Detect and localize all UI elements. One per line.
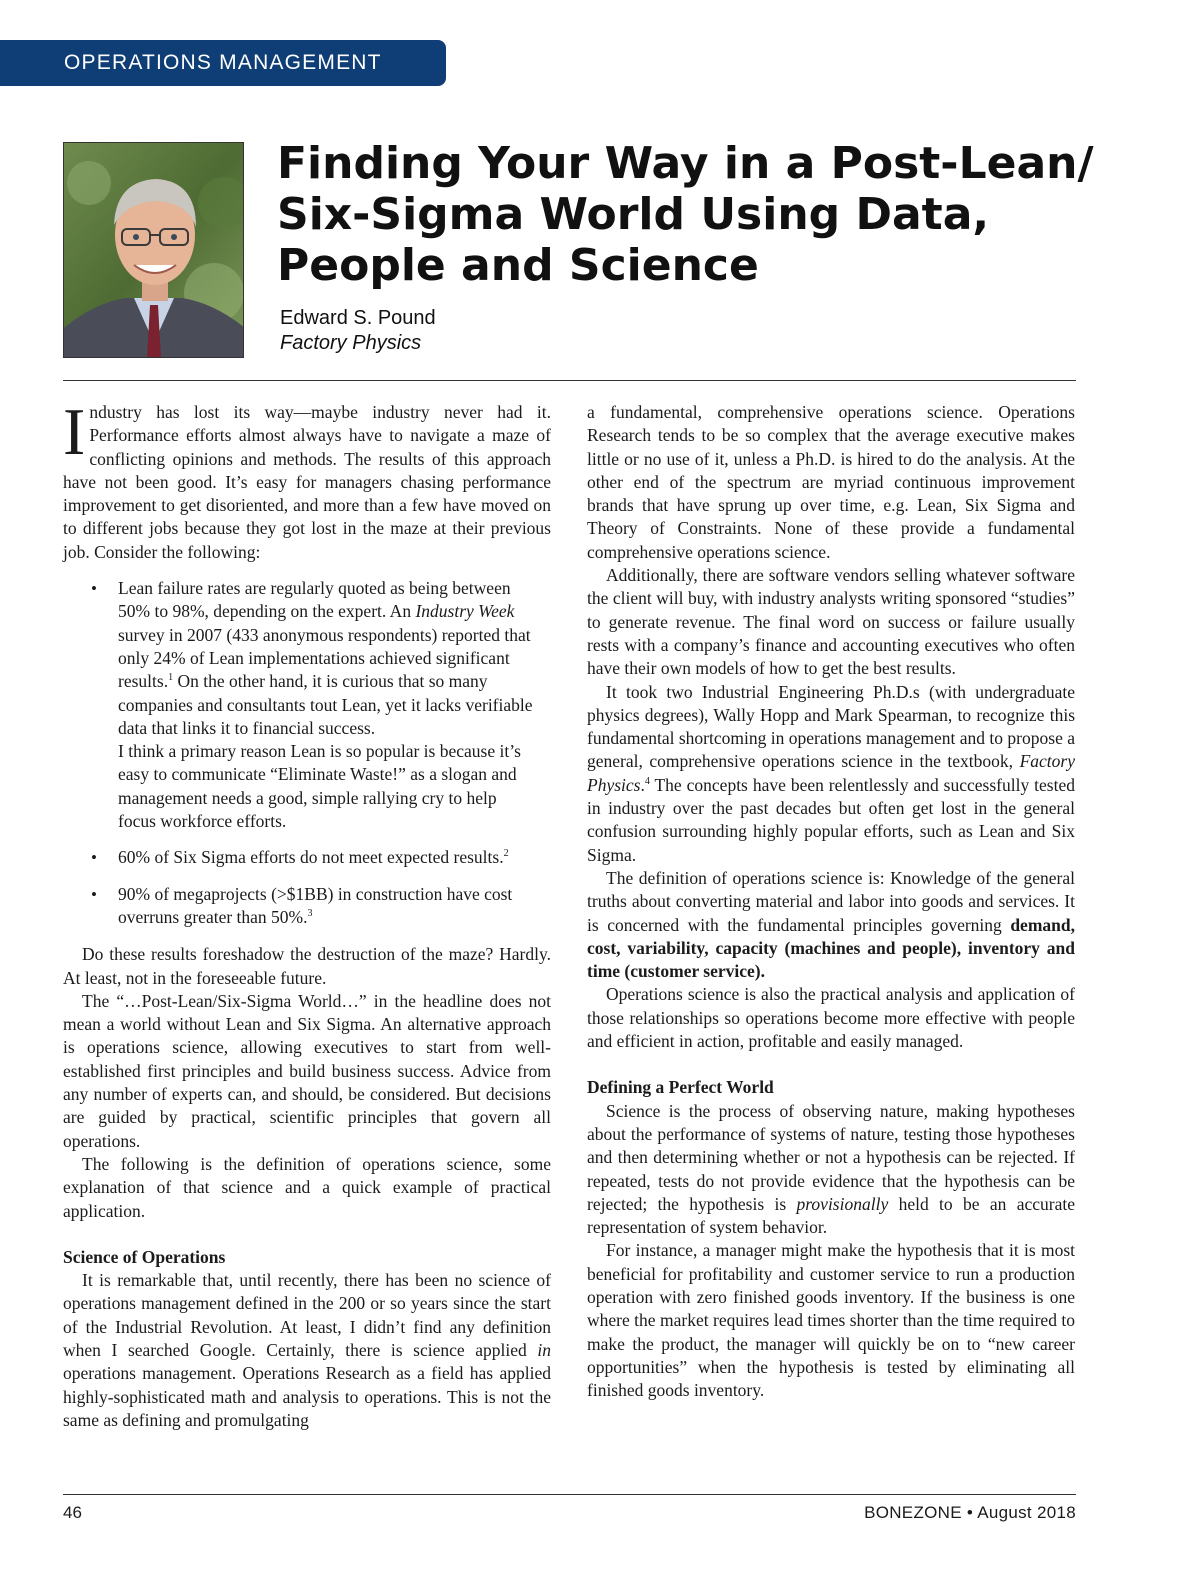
header-divider	[63, 380, 1076, 381]
footnote-ref: 4	[644, 775, 650, 787]
footnote-ref: 1	[168, 672, 174, 684]
body-paragraph	[63, 1269, 551, 1432]
footnote-ref: 2	[503, 848, 509, 860]
drop-cap: I	[63, 395, 86, 469]
author-name: Edward S. Pound	[280, 307, 436, 329]
body-paragraph: Additionally, there are software vendors selling whatever software the client will buy, with industry analysts writing sponsored “studies” to generate revenue. The final word on success or failure usually rests with a company’s finance and accounting executives who often have their own models of how to get the best results.	[587, 565, 1075, 679]
bullet-subparagraph: I think a primary reason Lean is so popular is because it’s easy to communicate “Eliminate Waste!” as a slogan and management needs a good, simple rallying cry to help focus workforce efforts.	[118, 741, 521, 832]
body-text: It is remarkable that, until recently, there has been no science of operations management defined in the 200 or so years since the start of the Industrial Revolution. At least, I didn’t find any definition when I searched Google. Certainly, there is science applied	[63, 1270, 551, 1360]
section-tab	[0, 40, 446, 86]
bullet-text: 60% of Six Sigma efforts do not meet expected results.	[118, 847, 504, 868]
section-heading: Science of Operations	[63, 1246, 226, 1267]
footer-divider	[63, 1494, 1076, 1495]
body-text: .	[640, 774, 645, 795]
bullet-list	[63, 577, 538, 929]
body-text: held to be an accurate representation of system behavior.	[587, 1193, 1075, 1238]
author-affiliation: Factory Physics	[280, 332, 422, 354]
intro-paragraph	[63, 395, 551, 564]
body-paragraph: The following is the definition of operations science, some explanation of that science and a quick example of practical application.	[63, 1153, 551, 1221]
bullet-item	[118, 883, 538, 930]
left-column	[63, 395, 551, 1432]
body-text: It took two Industrial Engineering Ph.D.s (with undergraduate physics degrees), Wally Hopp and Mark Spearman, to recognize this fundamental shortcoming in operations management and to propose a general, comprehensive operations science in the textbook,	[587, 681, 1075, 772]
body-text: operations management. Operations Research as a field has applied highly-sophisticated math and analysis to operations. This is not the same as defining and promulgating	[63, 1363, 551, 1430]
bullet-item	[118, 846, 538, 869]
footnote-ref: 3	[307, 908, 313, 920]
article-title: Finding Your Way in a Post-Lean/ Six-Sigma World Using Data, People and Science	[277, 138, 1094, 291]
emphasis-text: in	[537, 1339, 551, 1360]
bullet-text: Lean failure rates are regularly quoted as being between 50% to 98%, depending on the expert. An	[118, 578, 511, 622]
bullet-text: On the other hand, it is curious that so many companies and consultants tout Lean, yet it lacks verifiable data that links it to financial success.	[118, 671, 533, 738]
author-portrait-icon	[64, 143, 244, 358]
body-paragraph: Operations science is also the practical analysis and application of those relationships so operations become more effective with people and efficient in action, profitable and easily managed.	[587, 984, 1075, 1052]
bullet-item	[118, 577, 538, 833]
section-label: OPERATIONS MANAGEMENT	[64, 51, 382, 74]
body-paragraph: The “…Post-Lean/Six-Sigma World…” in the headline does not mean a world without Lean and Six Sigma. An alternative approach is operations science, allowing executives to start from well-established first principles and build business success. Advice from any number of experts can, and should, be considered. But decisions are guided by practical, scientific principles that govern all operations.	[63, 990, 551, 1151]
body-paragraph: a fundamental, comprehensive operations science. Operations Research tends to be so complex that the average executive makes little or no use of it, unless a Ph.D. is hired to do the analysis. At the other end of the spectrum are myriad continuous improvement brands that have sprung up over time, e.g. Lean, Six Sigma and Theory of Constraints. None of these provide a fundamental comprehensive operations science.	[587, 402, 1075, 562]
emphasis-text: provisionally	[796, 1193, 889, 1214]
bold-text: demand, cost, variability, capacity (machines and people), inventory and time (customer service).	[587, 914, 1075, 982]
page-number: 46	[63, 1503, 82, 1522]
body-text: The definition of operations science is: Knowledge of the general truths about converting material and labor into goods and services. It is concerned with the fundamental principles governing	[587, 867, 1075, 935]
author-photo	[63, 142, 244, 358]
bullet-text: 90% of megaprojects (>$1BB) in construction have cost overruns greater than 50%.	[118, 883, 513, 927]
body-paragraph	[587, 1100, 1075, 1240]
section-heading: Defining a Perfect World	[587, 1077, 774, 1098]
body-paragraph: Do these results foreshadow the destruction of the maze? Hardly. At least, not in the foreseeable future.	[63, 944, 551, 988]
body-paragraph	[587, 867, 1075, 983]
right-column	[587, 401, 1075, 1402]
body-text: Science is the process of observing nature, making hypotheses about the performance of systems of nature, testing those hypotheses and then determining whether or not a hypothesis can be rejected. If repeated, tests do not provide evidence that the hypothesis can be rejected; the hypothesis is	[587, 1100, 1075, 1214]
body-paragraph: For instance, a manager might make the hypothesis that it is most beneficial for profitability and customer service to run a production operation with zero finished goods inventory. If the business is one where the market requires lead times shorter than the time required to make the product, the manager will quickly be on to “new career opportunities” when the hypothesis is tested by eliminating all finished goods inventory.	[587, 1240, 1075, 1401]
publication-info: BONEZONE • August 2018	[864, 1503, 1076, 1522]
bullet-text: survey in 2007 (433 anonymous respondents) reported that only 24% of Lean implementations achieved significant results.	[118, 624, 531, 692]
body-text: The concepts have been relentlessly and successfully tested in industry over the past decades but often get lost in the general confusion surrounding highly popular efforts, such as Lean and Six Sigma.	[587, 774, 1075, 865]
book-title: Factory Physics	[587, 751, 1075, 795]
publication-name: Industry Week	[415, 601, 515, 622]
intro-text: ndustry has lost its way—maybe industry never had it. Performance efforts almost always have to navigate a maze of conflicting opinions and methods. The results of this approach have not been good. It’s easy for managers chasing performance improvement to get disoriented, and more than a few have moved on to different jobs because they got lost in the maze at their previous job. Consider the following:	[63, 402, 551, 562]
body-paragraph	[587, 681, 1075, 867]
